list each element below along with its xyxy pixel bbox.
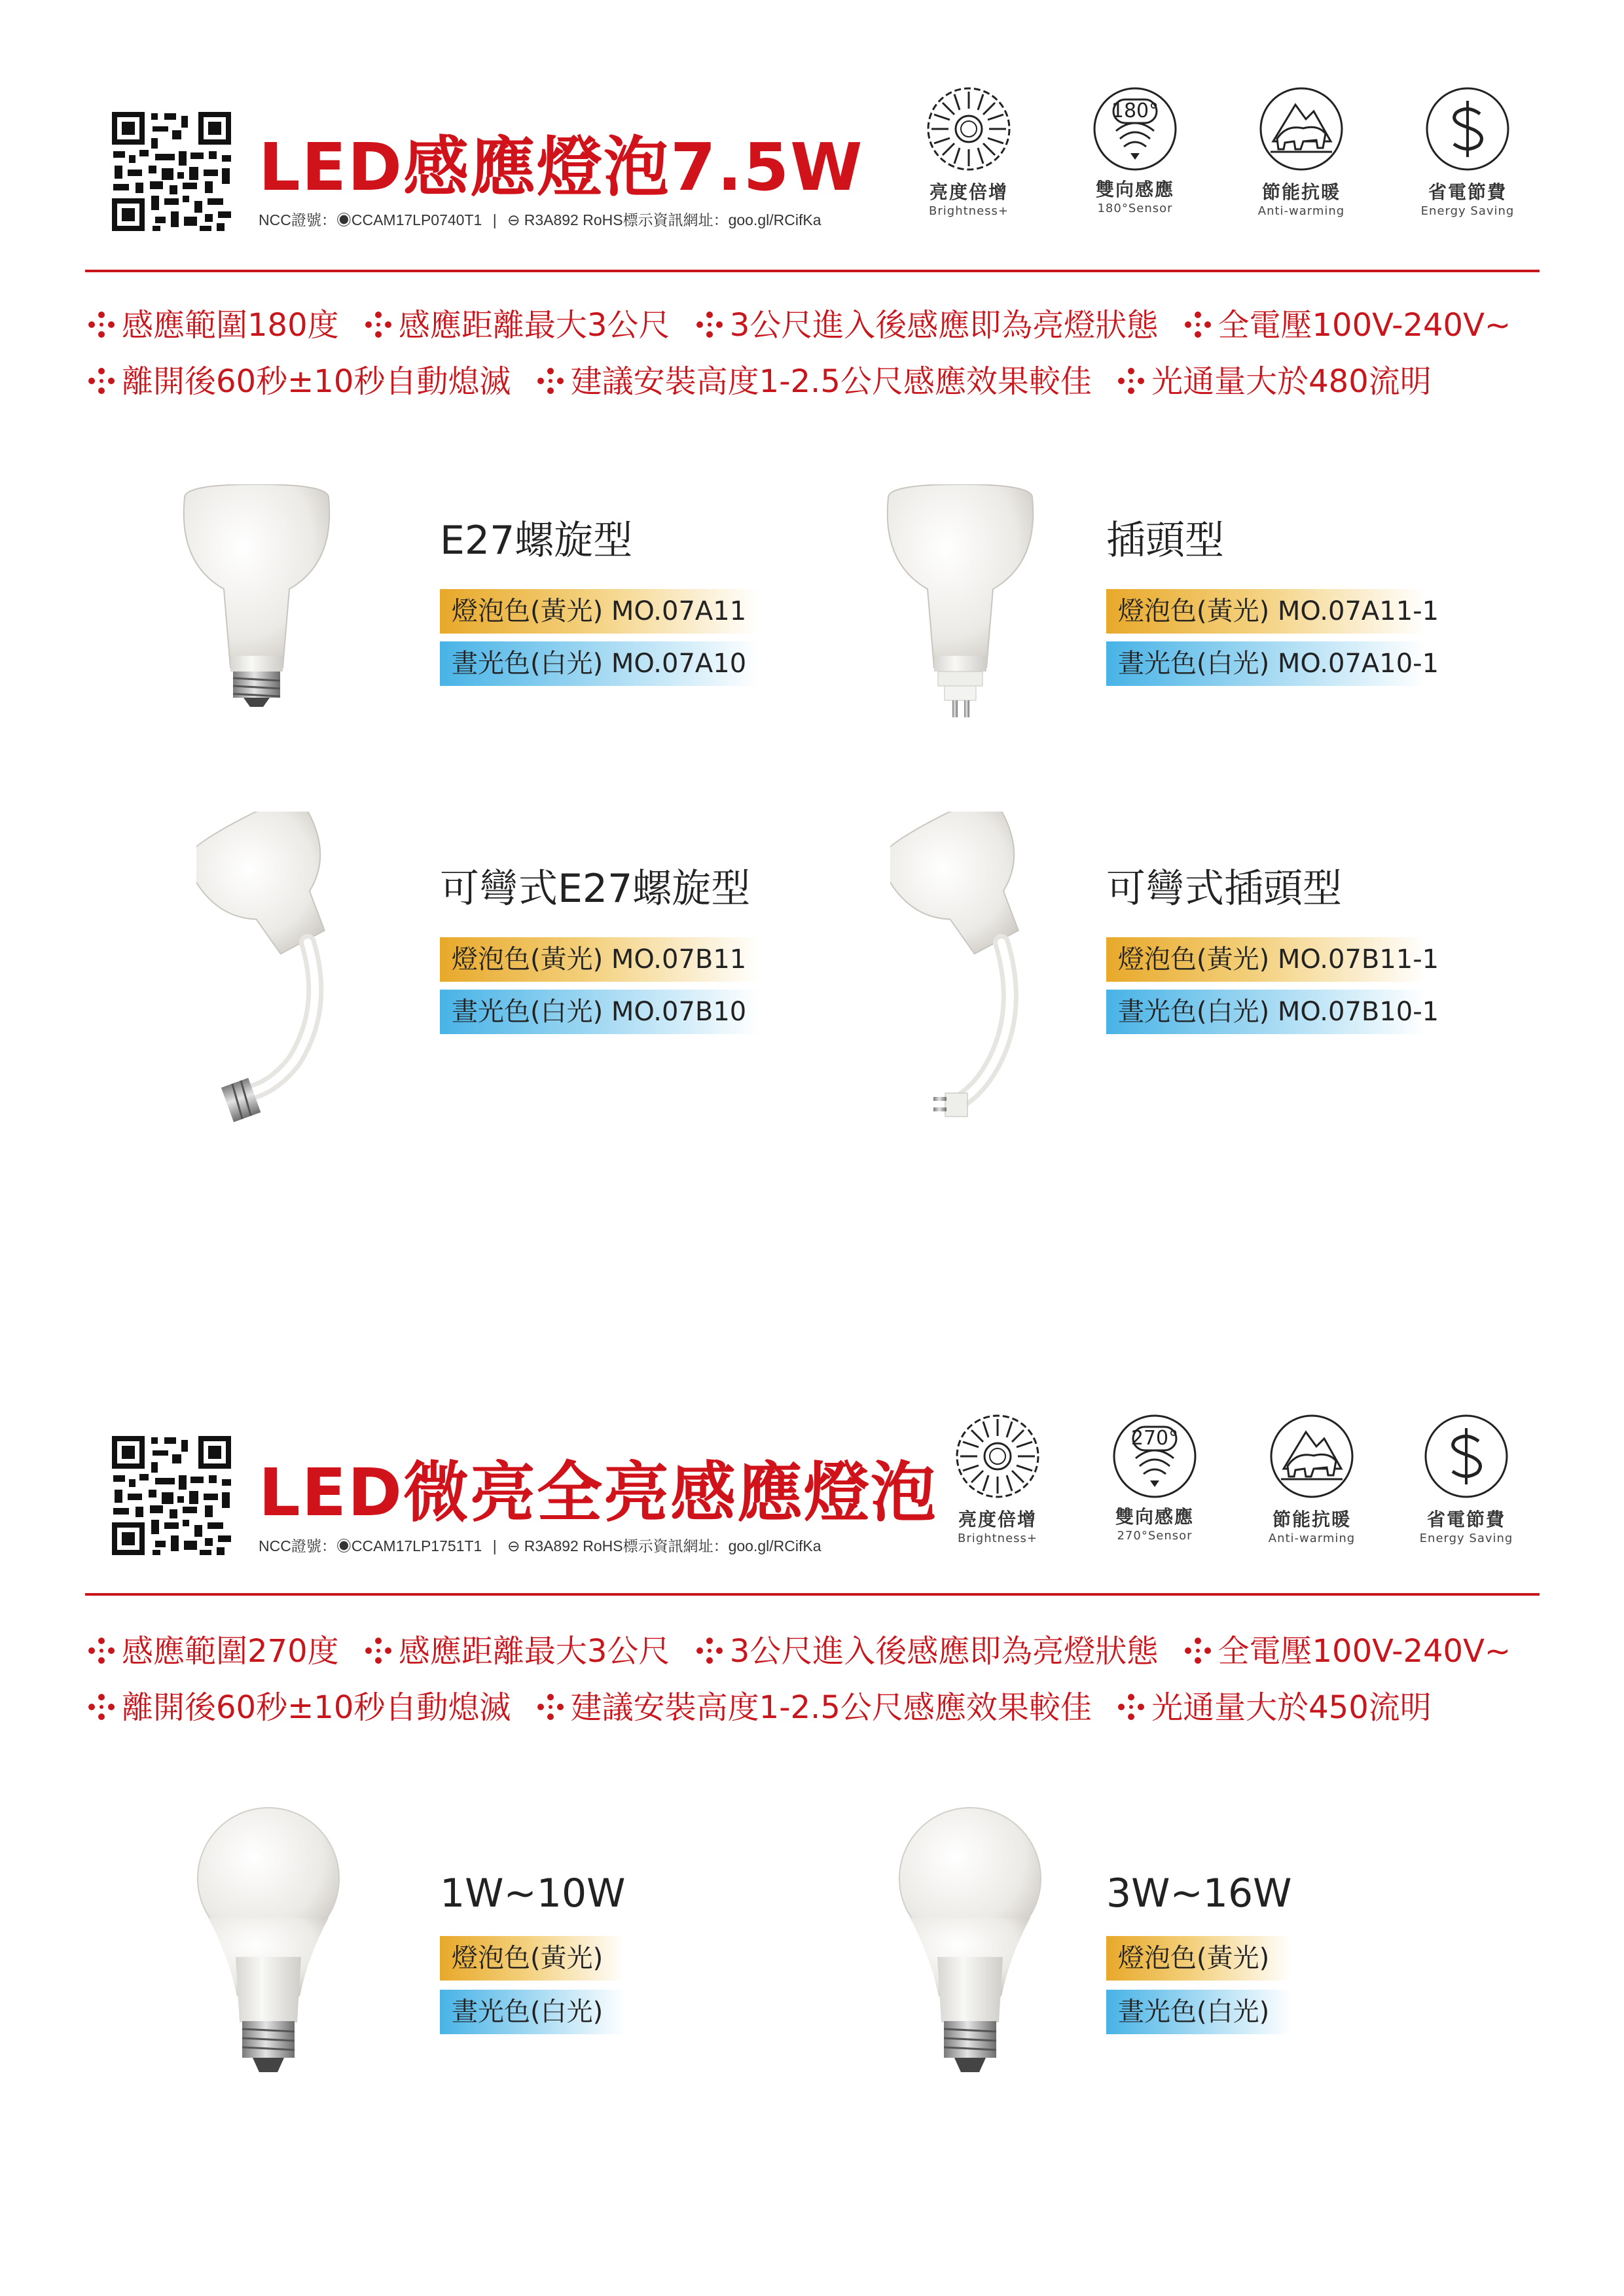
feature-icon-energy-saving xyxy=(1402,85,1533,218)
product-name: 插頭型 xyxy=(1106,518,1224,564)
feature-icon-brightness xyxy=(903,85,1034,218)
qr-code[interactable] xyxy=(109,1433,234,1558)
feature-row xyxy=(86,300,1511,345)
product-name: 1W~10W xyxy=(440,1871,626,1916)
sparkle-icon xyxy=(1183,310,1213,340)
icon-label-en: Anti-warming xyxy=(1257,204,1345,218)
section-divider xyxy=(85,270,1540,272)
ncc-label: NCC證號： xyxy=(259,1537,336,1554)
feature-row xyxy=(86,356,1432,401)
icon-label-en: Anti-warming xyxy=(1268,1532,1356,1545)
icon-label-en: Brightness+ xyxy=(958,1532,1038,1545)
feature-icon-anti-warming xyxy=(1236,85,1367,218)
product-title: LED微亮全亮感應燈泡 xyxy=(259,1454,938,1531)
icon-label-zh: 節能抗暖 xyxy=(1261,181,1341,203)
warm-light-model: 燈泡色(黃光) MO.07B11-1 xyxy=(1106,937,1426,982)
rohs-info: RoHS標示資訊網址：goo.gl/RCifKa xyxy=(583,1537,821,1554)
sensor-icon xyxy=(1091,85,1179,173)
feature-text: 離開後60秒±10秒自動熄滅 xyxy=(122,363,511,400)
section-divider xyxy=(85,1593,1540,1596)
icon-label-zh: 省電節費 xyxy=(1426,1509,1506,1530)
feature-text: 感應範圍180度 xyxy=(122,307,339,344)
bulb-a-type-image xyxy=(892,1806,1049,2081)
bulb-flexible-plug-image xyxy=(890,812,1047,1126)
feature-text: 建議安裝高度1-2.5公尺感應效果較佳 xyxy=(570,1689,1092,1726)
rohs-info: RoHS標示資訊網址：goo.gl/RCifKa xyxy=(583,211,821,228)
sparkle-icon xyxy=(535,1692,566,1722)
sensor-angle-badge: 180° xyxy=(1111,99,1159,122)
sensor-icon xyxy=(1111,1412,1199,1500)
ncc-label: NCC證號： xyxy=(259,211,336,228)
sparkle-icon xyxy=(86,366,117,396)
icon-label-zh: 亮度倍增 xyxy=(929,181,1008,203)
bsmi-code: R3A892 xyxy=(524,211,579,228)
feature-text: 3公尺進入後感應即為亮燈狀態 xyxy=(729,307,1159,344)
polar-bear-icon xyxy=(1257,85,1345,173)
warm-light-label: 燈泡色(黃光) xyxy=(440,1936,625,1981)
feature-row xyxy=(86,1626,1511,1671)
feature-text: 離開後60秒±10秒自動熄滅 xyxy=(122,1689,511,1726)
icon-label-zh: 亮度倍增 xyxy=(958,1509,1037,1530)
ncc-code: CCAM17LP1751T1 xyxy=(351,1537,482,1554)
cert-separator: | xyxy=(492,1537,497,1554)
icon-label-en: Energy Saving xyxy=(1419,1532,1513,1545)
warm-light-model: 燈泡色(黃光) MO.07A11-1 xyxy=(1106,589,1426,634)
ncc-mark-icon: ◉ xyxy=(336,211,352,228)
daylight-model: 晝光色(白光) MO.07B10-1 xyxy=(1106,990,1426,1034)
bulb-e27-image xyxy=(171,484,342,707)
dollar-icon xyxy=(1424,85,1511,173)
icon-label-zh: 省電節費 xyxy=(1428,181,1507,203)
icon-label-en: 180°Sensor xyxy=(1097,202,1173,215)
feature-text: 感應距離最大3公尺 xyxy=(398,1633,670,1670)
sparkle-icon xyxy=(1183,1636,1213,1666)
daylight-label: 晝光色(白光) xyxy=(1106,1990,1291,2034)
icon-label-zh: 節能抗暖 xyxy=(1272,1509,1351,1530)
daylight-model: 晝光色(白光) MO.07A10 xyxy=(440,641,759,686)
sparkle-icon xyxy=(86,310,117,340)
sparkle-icon xyxy=(86,1636,117,1666)
dollar-icon xyxy=(1422,1412,1510,1500)
sparkle-icon xyxy=(695,310,725,340)
cert-line xyxy=(259,208,821,230)
product-name: 3W~16W xyxy=(1106,1871,1292,1916)
daylight-model: 晝光色(白光) MO.07A10-1 xyxy=(1106,641,1426,686)
daylight-model: 晝光色(白光) MO.07B10 xyxy=(440,990,759,1034)
feature-icon-anti-warming xyxy=(1246,1412,1377,1545)
bsmi-code: R3A892 xyxy=(524,1537,579,1554)
product-name: 可彎式插頭型 xyxy=(1106,866,1342,912)
feature-icon-energy-saving xyxy=(1401,1412,1532,1545)
feature-text: 光通量大於450流明 xyxy=(1151,1689,1432,1726)
cert-line xyxy=(259,1534,821,1556)
feature-text: 感應範圍270度 xyxy=(122,1633,339,1670)
cert-separator: | xyxy=(492,211,497,228)
feature-icon-sensor xyxy=(1070,85,1200,215)
warm-light-model: 燈泡色(黃光) MO.07A11 xyxy=(440,589,759,634)
sparkle-icon xyxy=(363,1636,393,1666)
product-name: 可彎式E27螺旋型 xyxy=(440,866,751,912)
sparkle-icon xyxy=(363,310,393,340)
feature-row xyxy=(86,1682,1432,1727)
bulb-plug-image xyxy=(875,484,1045,720)
ncc-code: CCAM17LP0740T1 xyxy=(351,211,482,228)
brightness-icon xyxy=(925,85,1013,173)
feature-text: 全電壓100V-240V~ xyxy=(1218,307,1511,344)
icon-label-en: Energy Saving xyxy=(1420,204,1515,218)
feature-text: 全電壓100V-240V~ xyxy=(1218,1633,1511,1670)
feature-icon-brightness xyxy=(932,1412,1063,1545)
bulb-a-type-image xyxy=(190,1806,347,2081)
ncc-mark-icon: ◉ xyxy=(336,1537,352,1554)
warm-light-model: 燈泡色(黃光) MO.07B11 xyxy=(440,937,759,982)
feature-text: 建議安裝高度1-2.5公尺感應效果較佳 xyxy=(570,363,1092,400)
product-name: E27螺旋型 xyxy=(440,518,633,564)
polar-bear-icon xyxy=(1268,1412,1356,1500)
icon-label-zh: 雙向感應 xyxy=(1095,179,1174,200)
feature-text: 光通量大於480流明 xyxy=(1151,363,1432,400)
sensor-angle-badge: 270° xyxy=(1130,1427,1179,1450)
icon-label-zh: 雙向感應 xyxy=(1115,1506,1194,1528)
feature-text: 3公尺進入後感應即為亮燈狀態 xyxy=(729,1633,1159,1670)
qr-code[interactable] xyxy=(109,109,234,234)
sparkle-icon xyxy=(535,366,566,396)
daylight-label: 晝光色(白光) xyxy=(440,1990,625,2034)
sparkle-icon xyxy=(1116,366,1146,396)
bsmi-mark-icon: ⊖ xyxy=(507,1537,520,1554)
sparkle-icon xyxy=(1116,1692,1146,1722)
product-title: LED感應燈泡7.5W xyxy=(259,129,864,206)
icon-label-en: 270°Sensor xyxy=(1117,1529,1193,1543)
bsmi-mark-icon: ⊖ xyxy=(507,211,520,228)
sparkle-icon xyxy=(695,1636,725,1666)
icon-label-en: Brightness+ xyxy=(929,204,1009,218)
sparkle-icon xyxy=(86,1692,117,1722)
warm-light-label: 燈泡色(黃光) xyxy=(1106,1936,1291,1981)
bulb-flexible-e27-image xyxy=(196,812,353,1126)
feature-icon-sensor xyxy=(1089,1412,1220,1543)
feature-text: 感應距離最大3公尺 xyxy=(398,307,670,344)
brightness-icon xyxy=(954,1412,1041,1500)
